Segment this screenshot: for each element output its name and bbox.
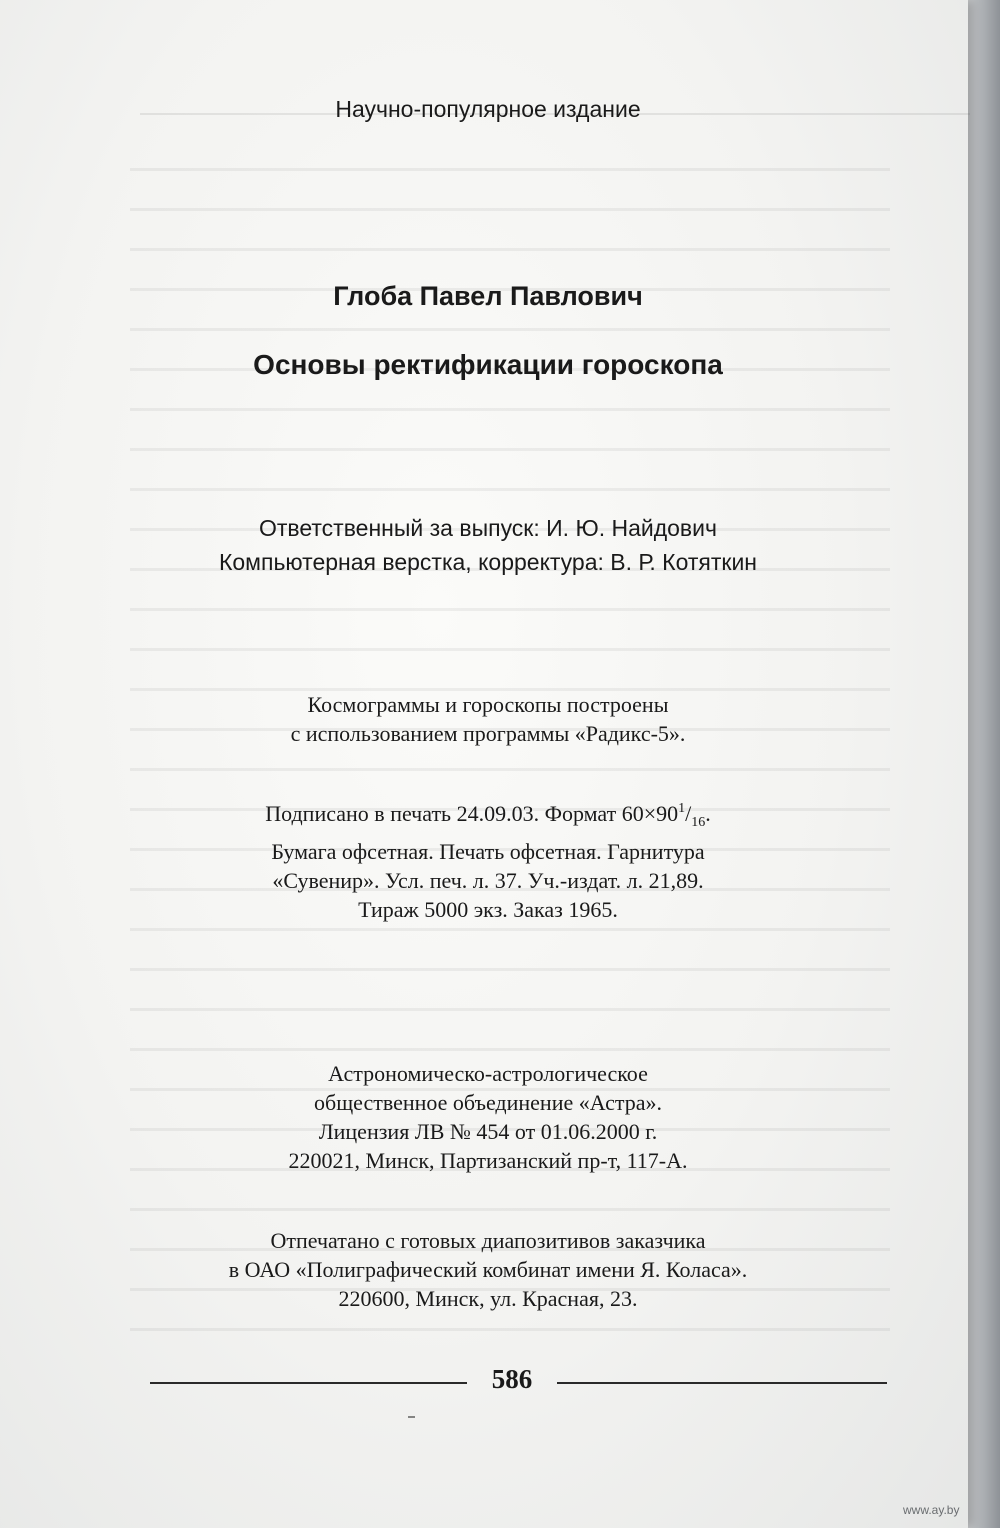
page-number: 586: [491, 1364, 533, 1394]
folio-rule-right: [557, 1382, 887, 1384]
publisher-license: Лицензия ЛВ № 454 от 01.06.2000 г.: [318, 1119, 658, 1144]
printer-address: 220600, Минск, ул. Красная, 23.: [338, 1286, 638, 1311]
format-slash: /: [685, 801, 692, 826]
series-label: Научно-популярное издание: [335, 96, 641, 122]
book-title: Основы ректификации гороскопа: [253, 349, 723, 380]
print-speck: [408, 1416, 415, 1418]
print-line-suffix: .: [705, 801, 711, 826]
format-numerator: 1: [678, 801, 686, 816]
print-line-format: [8, 794, 968, 837]
cosmograms-line: Космограммы и гороскопы построены: [307, 692, 669, 717]
print-line-prefix: Подписано в печать 24.09.03. Формат 60×90: [265, 801, 679, 826]
print-line-sheets: «Сувенир». Усл. печ. л. 37. Уч.-издат. л. 21,89.: [272, 868, 704, 893]
publisher-line: общественное объединение «Астра».: [314, 1090, 662, 1115]
cosmograms-line: с использованием программы «Радикс-5».: [290, 721, 686, 746]
folio-rule-left: [150, 1382, 467, 1384]
credit-editor: Ответственный за выпуск: И. Ю. Найдович: [258, 515, 717, 541]
show-through-text: [130, 140, 890, 1360]
cosmograms-note: [0, 690, 968, 748]
print-line-run: Тираж 5000 экз. Заказ 1965.: [358, 897, 618, 922]
printer-line: в ОАО «Полиграфический комбинат имени Я. Коласа».: [228, 1257, 748, 1282]
printer-block: [0, 1226, 968, 1313]
credits-block: [0, 511, 968, 579]
print-details: [0, 794, 968, 924]
printer-line: Отпечатано с готовых диапозитивов заказчика: [270, 1228, 706, 1253]
format-denominator: 16: [691, 815, 706, 830]
print-line-paper: Бумага офсетная. Печать офсетная. Гарнитура: [271, 839, 705, 864]
credit-layout: Компьютерная верстка, корректура: В. Р. Котяткин: [218, 549, 758, 575]
publisher-address: 220021, Минск, Партизанский пр-т, 117-А.: [288, 1148, 688, 1173]
author-name: Глоба Павел Павлович: [333, 281, 643, 311]
site-watermark: www.ay.by: [903, 1503, 960, 1517]
publisher-block: [0, 1059, 968, 1175]
publisher-line: Астрономическо-астрологическое: [328, 1061, 648, 1086]
